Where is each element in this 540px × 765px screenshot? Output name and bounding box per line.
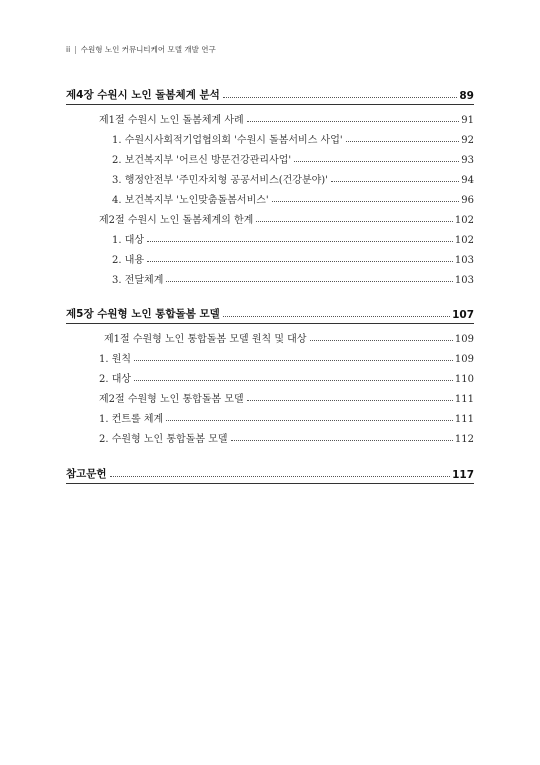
chapter-underline [66,483,474,484]
dot-leader [134,380,453,381]
dot-leader [223,316,450,317]
toc-entry-title: 제4장 수원시 노인 돌봄체계 분석 [66,89,220,101]
dot-leader [134,360,453,361]
toc-chapter-4[interactable] [0,82,540,102]
toc-section-5-1[interactable] [0,325,540,345]
toc-item[interactable] [0,246,540,266]
toc-entry-page: 94 [461,175,474,186]
dot-leader [231,440,453,441]
dot-leader [346,141,460,142]
toc-references[interactable] [0,461,540,481]
toc-entry-page: 96 [461,195,474,206]
toc-entry-title: 3. 행정안전부 '주민자치형 공공서비스(건강분야)' [112,175,328,186]
toc-entry-page: 109 [454,334,474,345]
toc-item[interactable] [0,126,540,146]
toc-item[interactable] [0,345,540,365]
toc-entry-title: 1. 대상 [112,235,145,246]
dot-leader [110,476,451,477]
dot-leader [223,97,458,98]
header-page-number: ii [66,45,71,54]
dot-leader [147,241,453,242]
toc-entry-title: 1. 수원시사회적기업협의회 '수원시 돌봄서비스 사업' [112,135,343,146]
toc-entry-page: 107 [452,309,474,321]
toc-item[interactable] [0,146,540,166]
toc-entry-page: 103 [454,255,474,266]
toc-entry-title: 참고문헌 [66,468,107,480]
toc-entry-title: 1. 컨트롤 체계 [99,414,164,425]
toc-entry-title: 2. 보건복지부 '어르신 방문건강관리사업' [112,155,292,166]
toc-item[interactable] [0,226,540,246]
dot-leader [166,420,453,421]
toc-item[interactable] [0,425,540,445]
toc-section-4-1[interactable] [0,106,540,126]
toc-item[interactable] [0,266,540,286]
dot-leader [294,161,459,162]
toc-entry-title: 2. 대상 [99,374,132,385]
toc-entry-title: 제1절 수원형 노인 통합돌봄 모델 원칙 및 대상 [104,334,307,345]
toc-entry-page: 111 [454,394,474,405]
toc-entry-page: 102 [454,215,474,226]
dot-leader [147,261,453,262]
toc-entry-page: 110 [454,374,474,385]
toc-entry-title: 제1절 수원시 노인 돌봄체계 사례 [99,115,244,126]
toc-entry-title: 2. 내용 [112,255,145,266]
toc-entry-page: 102 [454,235,474,246]
dot-leader [331,181,459,182]
running-header [66,44,216,55]
dot-leader [310,340,453,341]
toc-item[interactable] [0,186,540,206]
header-title: 수원형 노인 커뮤니티케어 모델 개발 연구 [80,45,216,54]
toc-entry-page: 117 [452,469,474,481]
toc-entry-title: 제5장 수원형 노인 통합돌봄 모델 [66,308,220,320]
toc-entry-page: 103 [454,275,474,286]
chapter-underline [66,104,474,105]
toc-chapter-5[interactable] [0,301,540,321]
toc-entry-page: 111 [454,414,474,425]
dot-leader [272,201,460,202]
toc-entry-title: 1. 원칙 [99,354,132,365]
dot-leader [256,221,453,222]
chapter-underline [66,323,474,324]
toc-entry-page: 93 [461,155,474,166]
header-separator: | [74,45,77,54]
toc-entry-title: 제2절 수원형 노인 통합돌봄 모델 [99,394,244,405]
toc-entry-page: 89 [459,90,474,102]
toc-entry-page: 109 [454,354,474,365]
toc-entry-title: 제2절 수원시 노인 돌봄체계의 한계 [99,215,254,226]
dot-leader [166,281,453,282]
toc-entry-page: 91 [461,115,474,126]
toc-entry-title: 2. 수원형 노인 통합돌봄 모델 [99,434,228,445]
toc-section-5-2[interactable] [0,385,540,405]
toc-entry-page: 92 [461,135,474,146]
dot-leader [247,121,460,122]
toc-entry-title: 3. 전달체계 [112,275,164,286]
dot-leader [247,400,453,401]
toc-entry-title: 4. 보건복지부 '노인맞춤돌봄서비스' [112,195,269,206]
toc-section-4-2[interactable] [0,206,540,226]
toc-entry-page: 112 [454,434,474,445]
toc-item[interactable] [0,166,540,186]
toc-item[interactable] [0,405,540,425]
toc-item[interactable] [0,365,540,385]
